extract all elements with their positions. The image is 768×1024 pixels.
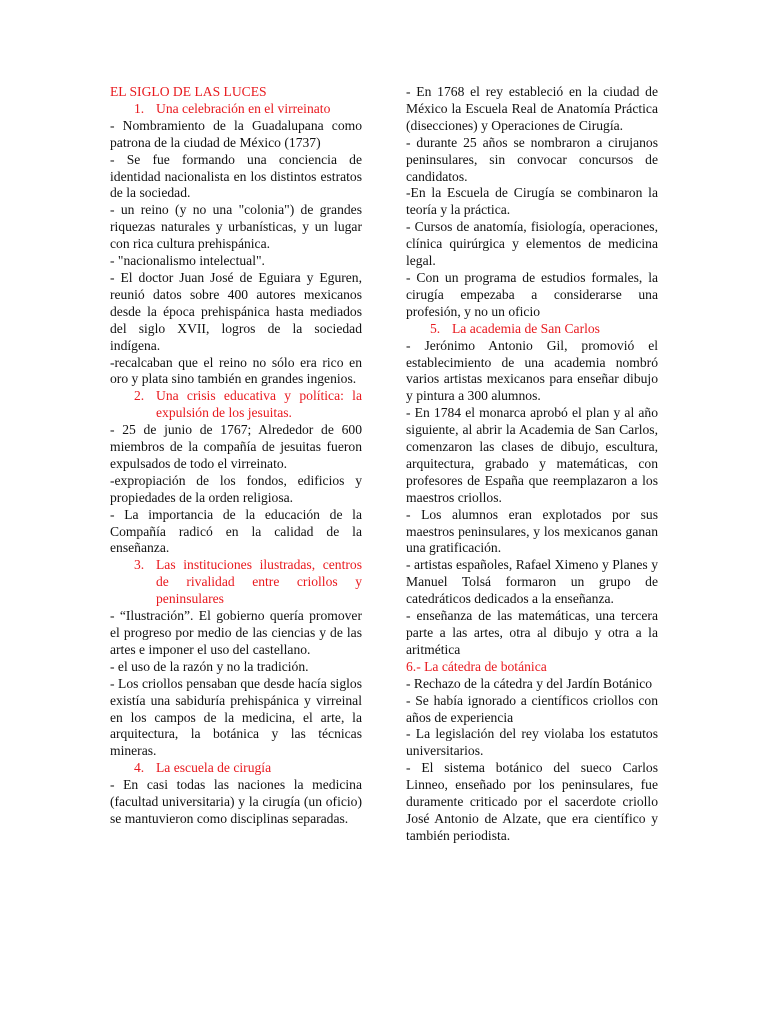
right-column	[406, 84, 658, 845]
paragraph: - Jerónimo Antonio Gil, promovió el establecimiento de una academia nombró varios artistas mexicanos para enseñar dibujo y pintura a 300 alumnos.	[406, 337, 658, 404]
paragraph: - Se había ignorado a científicos criollos con años de experiencia	[406, 692, 658, 725]
document-title: EL SIGLO DE LAS LUCES	[110, 84, 267, 99]
section-heading: 6.- La cátedra de botánica	[406, 658, 547, 674]
section-heading-text: Una celebración en el virreinato	[156, 100, 331, 116]
paragraph: - "nacionalismo intelectual".	[110, 253, 265, 269]
section-number: 2.	[134, 388, 145, 404]
paragraph: -expropiación de los fondos, edificios y propiedades de la orden religiosa.	[110, 472, 362, 505]
paragraph: -recalcaban que el reino no sólo era rico en oro y plata sino también en grandes ingenios.	[110, 354, 362, 387]
paragraph: - El sistema botánico del sueco Carlos Linneo, enseñado por los peninsulares, fue duramente criticado por el sacerdote criollo José Antonio de Alzate, que era científico y también periodista.	[406, 760, 658, 843]
section-heading-text: Las instituciones ilustradas, centros de rivalidad entre criollos y peninsulares	[156, 557, 362, 607]
paragraph: - En casi todas las naciones la medicina (facultad universitaria) y la cirugía (un oficio) se mantuvieron como disciplinas separadas.	[110, 777, 362, 826]
paragraph: - durante 25 años se nombraron a cirujanos peninsulares, sin convocar concursos de candidatos.	[406, 134, 658, 184]
paragraph: - En 1784 el monarca aprobó el plan y al año siguiente, al abrir la Academia de San Carlos, comenzaron las clases de dibujo, escultura, arquitectura, grabado y matemáticas, con profesores de España que reemplazaron a los maestros criollos.	[406, 405, 658, 505]
paragraph: - Nombramiento de la Guadalupana como patrona de la ciudad de México (1737)	[110, 117, 362, 150]
paragraph: - el uso de la razón y no la tradición.	[110, 658, 309, 674]
paragraph: - artistas españoles, Rafael Ximeno y Planes y Manuel Tolsá formaron un grupo de catedráticos dedicados a la enseñanza.	[406, 557, 658, 607]
paragraph: - La importancia de la educación de la Compañía radicó en la calidad de la enseñanza.	[110, 506, 362, 556]
section-heading-text: La escuela de cirugía	[156, 760, 272, 776]
section-number: 5.	[430, 320, 441, 336]
paragraph: - Cursos de anatomía, fisiología, operaciones, clínica quirúrgica y elementos de medicina legal.	[406, 219, 658, 269]
paragraph: - Se fue formando una conciencia de identidad nacionalista en los distintos estratos de la sociedad.	[110, 151, 362, 201]
paragraph: - un reino (y no una "colonia") de grandes riquezas naturales y urbanísticas, y un lugar con rica cultura prehispánica.	[110, 202, 362, 252]
section-heading	[110, 388, 362, 422]
section-heading-text: La academia de San Carlos	[452, 320, 600, 336]
paragraph: - Los criollos pensaban que desde hacía siglos existía una sabiduría prehispánica y virreinal en los campos de la medicina, el arte, la arquitectura, la botánica y las técnicas mineras.	[110, 675, 362, 759]
paragraph: - 25 de junio de 1767; Alrededor de 600 miembros de la compañía de jesuitas fueron expulsados de todo el virreinato.	[110, 422, 362, 471]
paragraph: -En la Escuela de Cirugía se combinaron la teoría y la práctica.	[406, 185, 658, 218]
paragraph: - En 1768 el rey estableció en la ciudad de México la Escuela Real de Anatomía Práctica (disecciones) y Operaciones de Cirugía.	[406, 84, 658, 133]
section-heading	[110, 101, 362, 118]
section-heading	[110, 760, 362, 777]
paragraph: - enseñanza de las matemáticas, una tercera parte a las artes, otra al dibujo y otra a la aritmética	[406, 608, 658, 657]
paragraph: - Los alumnos eran explotados por sus maestros peninsulares, y los mexicanos ganan una gratificación.	[406, 506, 658, 556]
left-column	[110, 84, 362, 828]
paragraph: - Rechazo de la cátedra y del Jardín Botánico	[406, 675, 653, 691]
paragraph: - Con un programa de estudios formales, la cirugía empezaba a considerarse una profesión, y no un oficio	[406, 269, 658, 319]
paragraph: - “Ilustración”. El gobierno quería promover el progreso por medio de las ciencias y de las artes e imponer el uso del castellano.	[110, 608, 362, 657]
section-heading-text: Una crisis educativa y política: la expulsión de los jesuitas.	[156, 388, 362, 421]
section-heading	[110, 557, 362, 608]
paragraph: - La legislación del rey violaba los estatutos universitarios.	[406, 726, 658, 759]
section-number: 4.	[134, 760, 145, 776]
section-number: 3.	[134, 557, 145, 573]
section-heading	[406, 321, 658, 338]
section-number: 1.	[134, 100, 145, 116]
paragraph: - El doctor Juan José de Eguiara y Eguren, reunió datos sobre 400 autores mexicanos desde la época prehispánica hasta mediados del siglo XVII, logros de la sociedad indígena.	[110, 269, 362, 353]
